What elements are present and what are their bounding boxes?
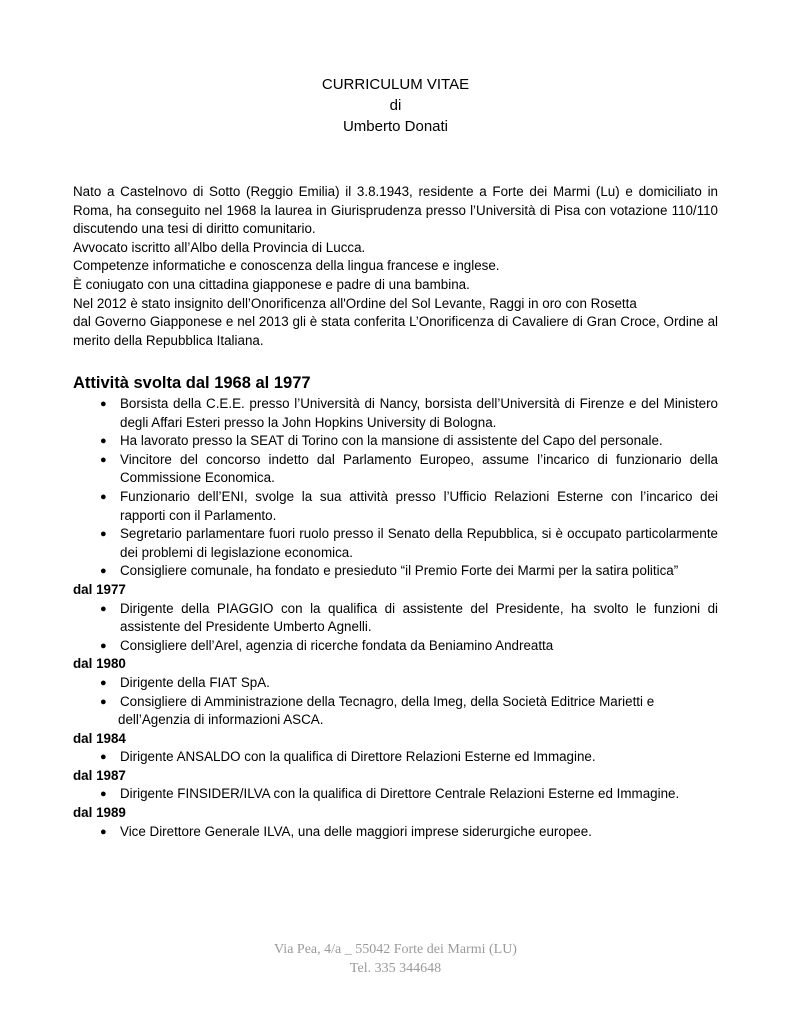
bullet-icon: ● — [100, 676, 107, 689]
activity-list-1987 — [73, 785, 718, 804]
footer-address: Via Pea, 4/a _ 55042 Forte dei Marmi (LU) — [274, 942, 517, 957]
bullet-icon: ● — [100, 639, 107, 652]
bullet-icon: ● — [100, 788, 107, 801]
section-title: Attività svolta dal 1968 al 1977 — [73, 374, 311, 392]
list-item: ● Dirigente della FIAT SpA. — [73, 674, 718, 693]
bullet-icon: ● — [100, 565, 107, 578]
bullet-icon: ● — [100, 453, 107, 466]
bullet-icon: ● — [100, 751, 107, 764]
bullet-icon: ● — [100, 825, 107, 838]
bio-paragraph: dal Governo Giapponese e nel 2013 gli è stata conferita L’Onorificenza di Cavaliere di Gran Croce, Ordine al merito della Repubblica Italiana. — [73, 314, 718, 348]
list-item: ● Vincitore del concorso indetto dal Parlamento Europeo, assume l’incarico di funzionario della Commissione Economica. — [100, 451, 718, 486]
footer-phone: Tel. 335 344648 — [349, 961, 442, 976]
page-footer — [0, 940, 791, 978]
bio-paragraph: Avvocato iscritto all’Albo della Provincia di Lucca. — [73, 239, 366, 255]
activity-section — [73, 395, 718, 841]
period-label-1984: dal 1984 — [73, 730, 126, 746]
cv-header — [0, 74, 791, 137]
list-item: ● Ha lavorato presso la SEAT di Torino con la mansione di assistente del Capo del personale. — [73, 432, 718, 451]
bullet-icon: ● — [100, 602, 107, 615]
bio-paragraph: Competenze informatiche e conoscenza della lingua francese e inglese. — [73, 258, 500, 274]
bullet-icon: ● — [100, 528, 107, 541]
bullet-icon: ● — [100, 695, 107, 708]
activity-list-1980 — [73, 674, 718, 730]
activity-list-1984 — [73, 748, 718, 767]
list-item: ● Borsista della C.E.E. presso l’Università di Nancy, borsista dell’Università di Firenze e del Ministero degli Affari Esteri presso la John Hopkins University di Bologna. — [100, 396, 718, 430]
bio-paragraph: Nel 2012 è stato insignito dell’Onorificenza all'Ordine del Sol Levante, Raggi in oro con Rosetta — [73, 295, 637, 311]
list-item: ● Dirigente ANSALDO con la qualifica di Direttore Relazioni Esterne ed Immagine. — [73, 748, 718, 767]
cv-title: CURRICULUM VITAE — [321, 76, 470, 93]
list-item: ● Segretario parlamentare fuori ruolo presso il Senato della Repubblica, si è occupato particolarmente dei problemi di legislazione economica. — [100, 526, 718, 560]
cv-name: Umberto Donati — [342, 118, 449, 135]
list-item: ● Consigliere comunale, ha fondato e presieduto “il Premio Forte dei Marmi per la satira politica” — [73, 562, 718, 581]
period-label-1977: dal 1977 — [73, 581, 126, 597]
list-item: ● Funzionario dell’ENI, svolge la sua attività presso l’Ufficio Relazioni Esterne con l’incarico dei rapporti con il Parlamento. — [100, 488, 718, 523]
bullet-icon: ● — [100, 435, 107, 448]
period-label-1987: dal 1987 — [73, 767, 126, 783]
list-item: ● Consigliere dell’Arel, agenzia di ricerche fondata da Beniamino Andreatta — [73, 637, 718, 656]
period-label-1980: dal 1980 — [73, 656, 126, 672]
bullet-icon: ● — [100, 490, 107, 503]
list-item: ● Dirigente FINSIDER/ILVA con la qualifica di Direttore Centrale Relazioni Esterne ed Immagine. — [73, 785, 718, 804]
list-item: ● Dirigente della PIAGGIO con la qualifica di assistente del Presidente, ha svolto le funzioni di assistente del Presidente Umberto Agnelli. — [100, 600, 718, 635]
activity-list-1968 — [73, 395, 718, 581]
activity-list-1977 — [73, 600, 718, 656]
list-item: ● Consigliere di Amministrazione della Tecnagro, della Imeg, della Società Editrice Marietti e dell’Agenzia di informazioni ASCA. — [73, 693, 718, 730]
bio-paragraph: Nato a Castelnovo di Sotto (Reggio Emilia) il 3.8.1943, residente a Forte dei Marmi (Lu) e domiciliato in Roma, ha conseguito nel 1968 la laurea in Giurisprudenza presso l’Università di Pisa con votazione 110/110 discutendo una tesi di diritto comunitario. — [73, 184, 718, 237]
period-label-1989: dal 1989 — [73, 805, 126, 821]
bio-section — [73, 183, 718, 350]
list-item: ● Vice Direttore Generale ILVA, una delle maggiori imprese siderurgiche europee. — [73, 823, 718, 842]
activity-list-1989 — [73, 823, 718, 842]
cv-di: di — [389, 97, 402, 114]
list-item-continuation: dell’Agenzia di informazioni ASCA. — [118, 712, 324, 728]
bio-paragraph: È coniugato con una cittadina giapponese e padre di una bambina. — [73, 276, 470, 292]
bullet-icon: ● — [100, 398, 107, 410]
